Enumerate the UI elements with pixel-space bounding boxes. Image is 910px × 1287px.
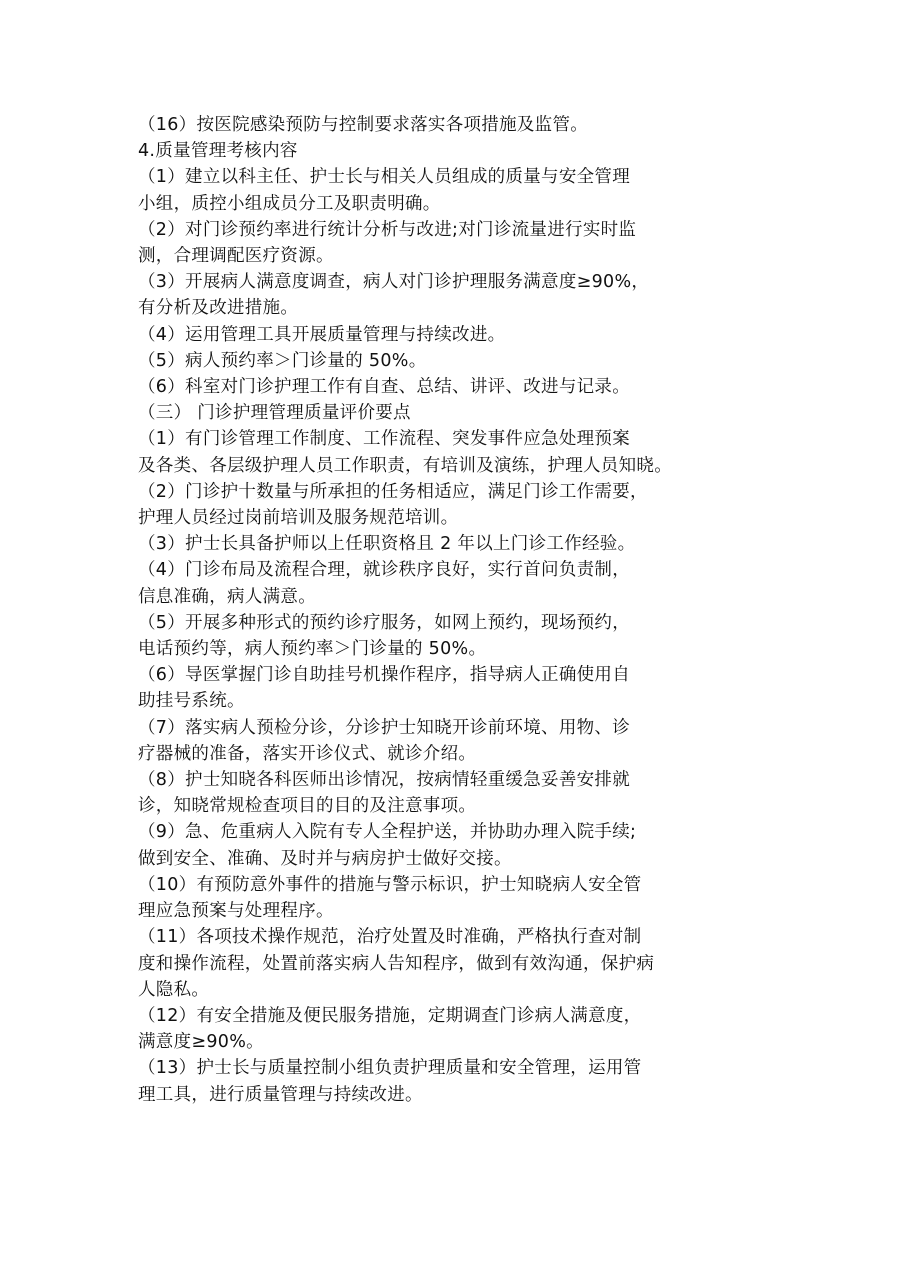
text-line: 助挂号系统。 bbox=[138, 691, 245, 712]
text-line: （2）对门诊预约率进行统计分析与改进;对门诊流量进行实时监 bbox=[138, 219, 637, 240]
text-line: 有分析及改进措施。 bbox=[138, 298, 299, 319]
text-line: 诊，知晓常规检查项目的目的及注意事项。 bbox=[138, 796, 477, 817]
text-line: 护理人员经过岗前培训及服务规范培训。 bbox=[138, 508, 459, 529]
text-line: （4）运用管理工具开展质量管理与持续改进。 bbox=[138, 324, 506, 345]
text-line: （2）门诊护十数量与所承担的任务相适应，满足门诊工作需要， bbox=[138, 481, 648, 502]
text-line: （1）有门诊管理工作制度、工作流程、突发事件应急处理预案 bbox=[138, 429, 631, 450]
text-line: 人隐私。 bbox=[138, 979, 210, 1000]
text-line: 电话预约等，病人预约率＞门诊量的 50%。 bbox=[138, 639, 487, 660]
text-line: 及各类、各层级护理人员工作职责，有培训及演练，护理人员知晓。 bbox=[138, 455, 672, 476]
text-line: （16）按医院感染预防与控制要求落实各项措施及监管。 bbox=[138, 115, 589, 135]
text-line: （1）建立以科主任、护士长与相关人员组成的质量与安全管理 bbox=[138, 167, 631, 188]
text-line: （8）护士知晓各科医师出诊情况，按病情轻重缓急妥善安排就 bbox=[138, 770, 631, 791]
section-heading: （三） 门诊护理管理质量评价要点 bbox=[138, 403, 411, 424]
text-line: （9）急、危重病人入院有专人全程护送，并协助办理入院手续; bbox=[138, 822, 637, 843]
text-line: （7）落实病人预检分诊，分诊护士知晓开诊前环境、用物、诊 bbox=[138, 717, 631, 738]
text-line: （6）科室对门诊护理工作有自查、总结、讲评、改进与记录。 bbox=[138, 377, 631, 398]
section-heading: 4.质量管理考核内容 bbox=[138, 141, 298, 162]
document-body bbox=[138, 112, 778, 1108]
text-line: 小组，质控小组成员分工及职责明确。 bbox=[138, 193, 441, 214]
text-line: （3）开展病人满意度调查，病人对门诊护理服务满意度≥90%， bbox=[138, 272, 650, 293]
text-line: 测，合理调配医疗资源。 bbox=[138, 246, 334, 267]
text-line: （12）有安全措施及便民服务措施，定期调查门诊病人满意度， bbox=[138, 1005, 642, 1026]
text-line: （13）护士长与质量控制小组负责护理质量和安全管理，运用管 bbox=[138, 1058, 642, 1079]
text-line: 理应急预案与处理程序。 bbox=[138, 901, 334, 922]
text-line: 满意度≥90%。 bbox=[138, 1032, 264, 1053]
text-line: （5）开展多种形式的预约诊疗服务，如网上预约，现场预约， bbox=[138, 612, 631, 633]
text-line: （3）护士长具备护师以上任职资格且 2 年以上门诊工作经验。 bbox=[138, 534, 636, 555]
text-line: （6）导医掌握门诊自助挂号机操作程序，指导病人正确使用自 bbox=[138, 665, 631, 686]
text-line: 信息准确，病人满意。 bbox=[138, 586, 316, 607]
text-line: 疗器械的准备，落实开诊仪式、就诊介绍。 bbox=[138, 743, 477, 764]
text-line: （4）门诊布局及流程合理，就诊秩序良好，实行首问负责制， bbox=[138, 560, 631, 581]
text-line: （11）各项技术操作规范，治疗处置及时准确，严格执行查对制 bbox=[138, 927, 642, 948]
text-line: 度和操作流程，处置前落实病人告知程序，做到有效沟通，保护病 bbox=[138, 953, 655, 974]
text-line: 做到安全、准确、及时并与病房护士做好交接。 bbox=[138, 848, 512, 869]
text-line: （10）有预防意外事件的措施与警示标识，护士知晓病人安全管 bbox=[138, 874, 642, 895]
text-line: （5）病人预约率＞门诊量的 50%。 bbox=[138, 350, 427, 371]
text-line: 理工具，进行质量管理与持续改进。 bbox=[138, 1084, 423, 1105]
